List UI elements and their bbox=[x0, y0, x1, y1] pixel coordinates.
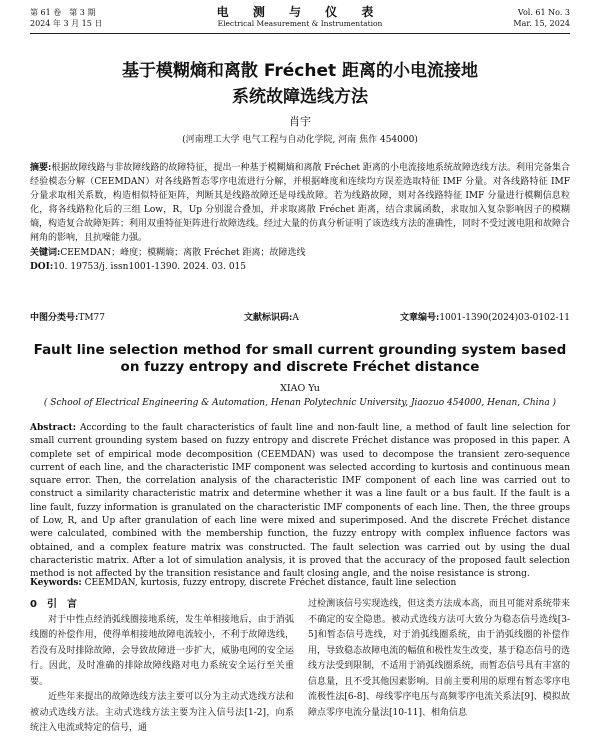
doi-value: 10. 19753/j. issn1001-1390. 2024. 03. 015 bbox=[53, 261, 246, 272]
journal-name-cn: 电 测 与 仪 表 bbox=[216, 5, 384, 19]
keywords-cn-text: CEEMDAN；峰度；模糊熵；离散 Fréchet 距离；故障选线 bbox=[60, 247, 306, 258]
abstract-en-text: According to the fault characteristics of fault line and non-fault line, a method of fault line selection for small current grounding system based on fuzzy entropy and discrete Fréchet distance was proposed in this paper. A complete set of empirical mode decomposition (CEEMDAN) was used to decompose the transient zero-sequence current of each line, and the characteristic IMF component was selected according to kurtosis and continuous mean square error. Then, the correlation analysis of the characteristic IMF component of each line was carried out to construct a similarity characteristic matrix and determine whether it was a line fault or a bus fault. If the fault is a line fault, fuzzy information is granulated on the characteristic IMF components of each line. Then, the three groups of Low, R, and Up after granulation of each line were mixed and superimposed. And the discrete Fréchet distance were calculated, combined with the membership function, the fuzzy entropy with complex influence factors was obtained, and a complex feature matrix was constructed. The fault selection was carried out by using the dual characteristic matrix. After a lot of simulation analysis, it is proved that the accuracy of the proposed fault selection method is not affected by the transition resistance and fault closing angle, and the noise resistance is strong. bbox=[30, 423, 570, 580]
document-code bbox=[244, 311, 299, 325]
body-column-left bbox=[30, 597, 294, 737]
publication-date-en: Mar. 15, 2024 bbox=[513, 19, 570, 28]
clc-value: TM77 bbox=[78, 313, 105, 323]
journal-name-en: Electrical Measurement & Instrumentation bbox=[217, 19, 383, 28]
abstract-cn-label: 摘要: bbox=[30, 163, 52, 173]
doi-label: DOI: bbox=[30, 261, 54, 272]
doc-code-label: 文献标识码: bbox=[244, 313, 293, 323]
body-paragraph: 过检测该信号实现选线，但这类方法成本高，而且可能对系统带来不确定的安全隐患。被动式选线方法可大致分为稳态信号选线[3-5]和暂态信号选线，对于消弧线圈系统，由于消弧线圈的补偿作用，导致稳态故障电流的幅值和极性发生改变，基于稳态信号的选线方法受到限制，不适用于消弧线圈系统，而暂态信号具有丰富的信息量，且不受其他因素影响。目前主要利用的原理有暂态零序电流极性法[6-8]、母线零序电压与高频零序电流关系法[9]、模拟故障点零序电流分量法[10-11]、相角信息 bbox=[308, 599, 570, 718]
title-cn-line-2: 系统故障选线方法 bbox=[232, 87, 368, 107]
paper-title-cn bbox=[20, 58, 580, 110]
article-no-value: 1001-1390(2024)03-0102-11 bbox=[439, 313, 570, 323]
paper-title-en bbox=[20, 342, 580, 376]
volume-issue: 第 61 卷 第 3 期 bbox=[30, 8, 96, 17]
title-en-line-1: Fault line selection method for small current grounding system based bbox=[33, 342, 567, 358]
section-heading: 0 引 言 bbox=[30, 599, 77, 610]
doc-code-value: A bbox=[292, 313, 299, 323]
keywords-en bbox=[30, 577, 570, 590]
clc bbox=[30, 313, 105, 323]
header-divider bbox=[30, 33, 570, 34]
keywords-cn bbox=[30, 246, 570, 260]
abstract-cn-text: 根据故障线路与非故障线路的故障特征，提出一种基于模糊熵和离散 Fréchet 距离的小电流接地系统故障选线方法。利用完备集合经验模态分解（CEEMDAN）对各线路暂态零序电流进行分解，并根据峰度和连续均方误差选取特征 IMF 分量。对各线路特征 IMF 分量求取相关系数，构造相似特征矩阵，判断其是线路故障还是母线故障。若为线路故障，则对各线路特征 IMF 分量进行模糊信息粒化，将各线路粒化后的三组 Low，R，Up 分别混合叠加，并求取离散 Fréchet 距离，结合隶属函数，求取加入复杂影响因子的模糊熵，构造复合故障矩阵；利用双重特征矩阵进行故障选线。经过大量的仿真分析证明了该选线方法的准确性，同时不受过渡电阻和故障合闸角的影响，且抗噪能力强。 bbox=[30, 163, 571, 244]
article-number bbox=[400, 311, 570, 325]
abstract-cn bbox=[30, 161, 570, 274]
body-paragraph: 对于中性点经消弧线圈接地系统，发生单相接地后，由于消弧线圈的补偿作用，使得单相接地故障电流较小，不利于故障选线，若没有及时排除故障，会导致故障进一步扩大，威胁电网的安全运行。因此，及时准确的排除故障线路对电力系统安全运行至关重要。 bbox=[30, 614, 294, 687]
running-header bbox=[30, 4, 570, 32]
title-en-line-2: on fuzzy entropy and discrete Fréchet distance bbox=[120, 359, 480, 375]
abstract-en-label: Abstract: bbox=[30, 423, 77, 433]
header-center bbox=[30, 6, 570, 29]
author-en: XIAO Yu bbox=[280, 383, 320, 394]
affiliation-cn: (河南理工大学 电气工程与自动化学院, 河南 焦作 454000) bbox=[182, 135, 418, 145]
volume-issue-en: Vol. 61 No. 3 bbox=[517, 8, 570, 17]
body-column-right bbox=[308, 597, 570, 721]
publication-date: 2024 年 3 月 15 日 bbox=[30, 19, 103, 28]
affiliation-en: ( School of Electrical Engineering & Automation, Henan Polytechnic University, Jiaozuo 454000, Henan, China ) bbox=[43, 398, 557, 408]
keywords-en-label: Keywords: bbox=[30, 578, 82, 588]
classification-line bbox=[30, 311, 570, 325]
title-cn-line-1: 基于模糊熵和离散 Fréchet 距离的小电流接地 bbox=[121, 61, 479, 81]
clc-label: 中图分类号: bbox=[30, 313, 79, 323]
article-no-label: 文章编号: bbox=[400, 313, 440, 323]
header-right bbox=[513, 7, 570, 29]
author-cn: 肖宇 bbox=[289, 115, 311, 128]
keywords-en-text: CEEMDAN, kurtosis, fuzzy entropy, discrete Fréchet distance, fault line selection bbox=[84, 578, 457, 588]
keywords-cn-label: 关键词: bbox=[30, 247, 61, 258]
body-paragraph: 近些年来提出的故障选线方法主要可以分为主动式选线方法和被动式选线方法。主动式选线方法主要为注入信号法[1-2]，向系统注入电流或特定的信号，通 bbox=[30, 692, 294, 733]
abstract-en bbox=[30, 422, 570, 582]
doi bbox=[30, 260, 570, 274]
